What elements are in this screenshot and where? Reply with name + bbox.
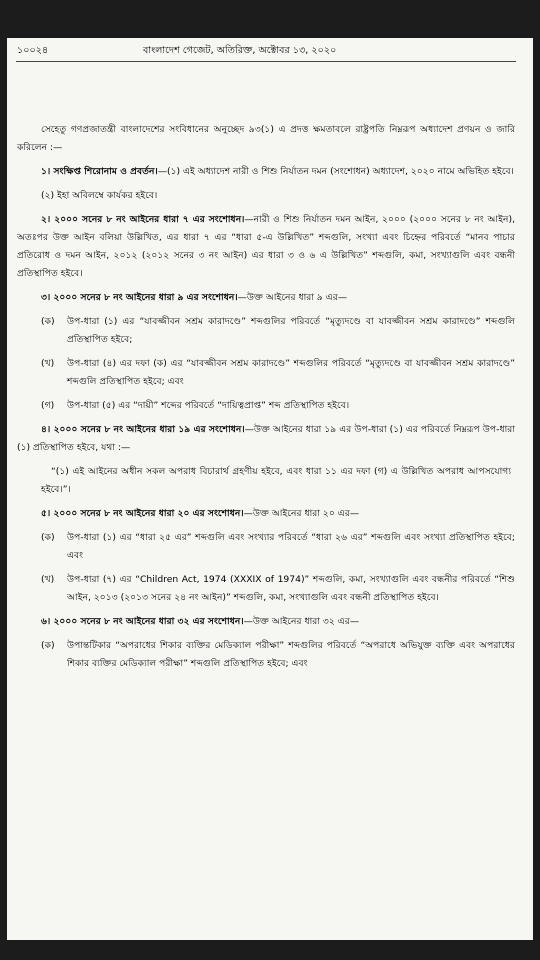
section-4-heading: ৪। ২০০০ সনের ৮ নং আইনের ধারা ১৯ এর সংশোধন।	[41, 424, 245, 435]
clause-text: উপ-ধারা (১) এর “যাবজ্জীবন সশ্রম কারাদণ্ডে” শব্দগুলির পরিবর্তে “মৃত্যুদণ্ডে বা যাবজ্জীবন সশ্রম কারাদণ্ডে” শব্দগুলি প্রতিস্থাপিত হইবে;	[67, 316, 515, 345]
clause-label: (ক)	[41, 316, 55, 327]
clause-text: উপান্তটিকার “অপরাধের শিকার ব্যক্তির মেডিক্যাল পরীক্ষা” শব্দগুলির পরিবর্তে “অপরাধে অভিযুক্ত ব্যক্তি এবং অপরাধের শিকার ব্যক্তির মেডিক্যাল পরীক্ষা” শব্দগুলি প্রতিস্থাপিত হইবে; এবং	[67, 640, 515, 669]
clause-label: (ক)	[41, 640, 55, 651]
preamble: সেহেতু গণপ্রজাতন্ত্রী বাংলাদেশের সংবিধানের অনুচ্ছেদ ৯৩(১) এ প্রদত্ত ক্ষমতাবলে রাষ্ট্রপতি নিম্নরূপ অধ্যাদেশ প্রণয়ন ও জারি করিলেন :—	[17, 124, 515, 153]
clause-text: উপ-ধারা (৭) এর “Children Act, 1974 (XXXIX of 1974)” শব্দগুলি, কমা, সংখ্যাগুলি এবং বন্ধনীর পরিবর্তে “শিশু আইন, ২০১৩ (২০১৩ সনের ২৪ নং আইন)” শব্দগুলি, কমা, সংখ্যাগুলি এবং বন্ধনী প্রতিস্থাপিত হইবে।	[67, 574, 515, 603]
header-rule	[16, 61, 516, 62]
clause-label: (গ)	[41, 400, 55, 411]
section-6-clause	[41, 637, 515, 673]
clause-label: (ক)	[41, 532, 55, 543]
section-6-text: —উক্ত আইনের ধারা ৩২ এর—	[243, 616, 360, 627]
section-1-heading: ১। সংক্ষিপ্ত শিরোনাম ও প্রবর্তন।	[41, 166, 158, 177]
clause-text: উপ-ধারা (৫) এর “দায়ী” শব্দের পরিবর্তে “দায়িত্বপ্রাপ্ত” শব্দ প্রতিস্থাপিত হইবে।	[67, 400, 350, 411]
section-4	[17, 421, 515, 457]
section-3-text: —উক্ত আইনের ধারা ৯ এর—	[237, 292, 348, 303]
section-6-heading: ৬। ২০০০ সনের ৮ নং আইনের ধারা ৩২ এর সংশোধন।	[41, 616, 244, 627]
section-5-clause	[41, 529, 515, 565]
section-2-text: —নারী ও শিশু নির্যাতন দমন আইন, ২০০০ (২০০০ সনের ৮ নং আইন), অতঃপর উক্ত আইন বলিয়া উল্লিখিত, এর ধারা ৭ এর “ধারা ৫-এ উল্লিখিত” শব্দগুলি, সংখ্যা এবং চিহ্নের পরিবর্তে “মানব পাচার প্রতিরোধ ও দমন আইন, ২০১২ (২০১২ সনের ৩ নং আইন) এর ধারা ৩ ও ৬ এ উল্লিখিত” শব্দগুলি, কমা, সংখ্যাগুলি এবং বন্ধনী প্রতিস্থাপিত হইবে।	[17, 214, 515, 279]
page-header	[11, 42, 521, 58]
clause-text: উপ-ধারা (৪) এর দফা (ক) এর “যাবজ্জীবন সশ্রম কারাদণ্ডে” শব্দগুলির পরিবর্তে “মৃত্যুদণ্ডে বা যাবজ্জীবন সশ্রম কারাদণ্ডে” শব্দগুলি প্রতিস্থাপিত হইবে; এবং	[67, 358, 515, 387]
section-5-text: —উক্ত আইনের ধারা ২০ এর—	[243, 508, 360, 519]
section-2-heading: ২। ২০০০ সনের ৮ নং আইনের ধারা ৭ এর সংশোধন।	[41, 214, 245, 225]
section-6	[17, 613, 515, 631]
clause-label: (খ)	[41, 358, 55, 369]
section-3-clause	[41, 355, 515, 391]
section-1	[17, 163, 515, 181]
section-1-sub-2: (২) ইহা অবিলম্বে কার্যকর হইবে।	[41, 190, 158, 201]
section-4-text: —উক্ত আইনের ধারা ১৯ এর উপ-ধারা (১) এর পরিবর্তে নিম্নরূপ উপ-ধারা (১) প্রতিস্থাপিত হইবে, যথা :—	[17, 424, 515, 453]
section-5-heading: ৫। ২০০০ সনের ৮ নং আইনের ধারা ২০ এর সংশোধন।	[41, 508, 244, 519]
clause-label: (খ)	[41, 574, 55, 585]
document-body	[7, 121, 533, 679]
section-3	[17, 289, 515, 307]
section-5-clause	[41, 571, 515, 607]
gazette-title: বাংলাদেশ গেজেট, অতিরিক্ত, অক্টোবর ১৩, ২০২০	[143, 45, 337, 56]
section-3-heading: ৩। ২০০০ সনের ৮ নং আইনের ধারা ৯ এর সংশোধন।	[41, 292, 238, 303]
section-4-quote: “(১) এই আইনের অধীন সকল অপরাধ বিচারার্থ গ্রহণীয় হইবে, এবং ধারা ১১ এর দফা (গ) এ উল্লিখিত অপরাধ আপসযোগ্য হইবে।”।	[41, 466, 511, 495]
section-3-clause	[41, 397, 515, 415]
section-3-clause	[41, 313, 515, 349]
section-1-text: —(১) এই অধ্যাদেশ নারী ও শিশু নির্যাতন দমন (সংশোধন) অধ্যাদেশ, ২০২০ নামে অভিহিত হইবে।	[157, 166, 514, 177]
section-2	[17, 211, 515, 283]
clause-text: উপ-ধারা (১) এর “ধারা ২৫ এর” শব্দগুলি এবং সংখ্যার পরিবর্তে “ধারা ২৬ এর” শব্দগুলি এবং সংখ্যা প্রতিস্থাপিত হইবে; এবং	[67, 532, 515, 561]
section-5	[17, 505, 515, 523]
page-number: ১০০২৪	[17, 45, 49, 56]
